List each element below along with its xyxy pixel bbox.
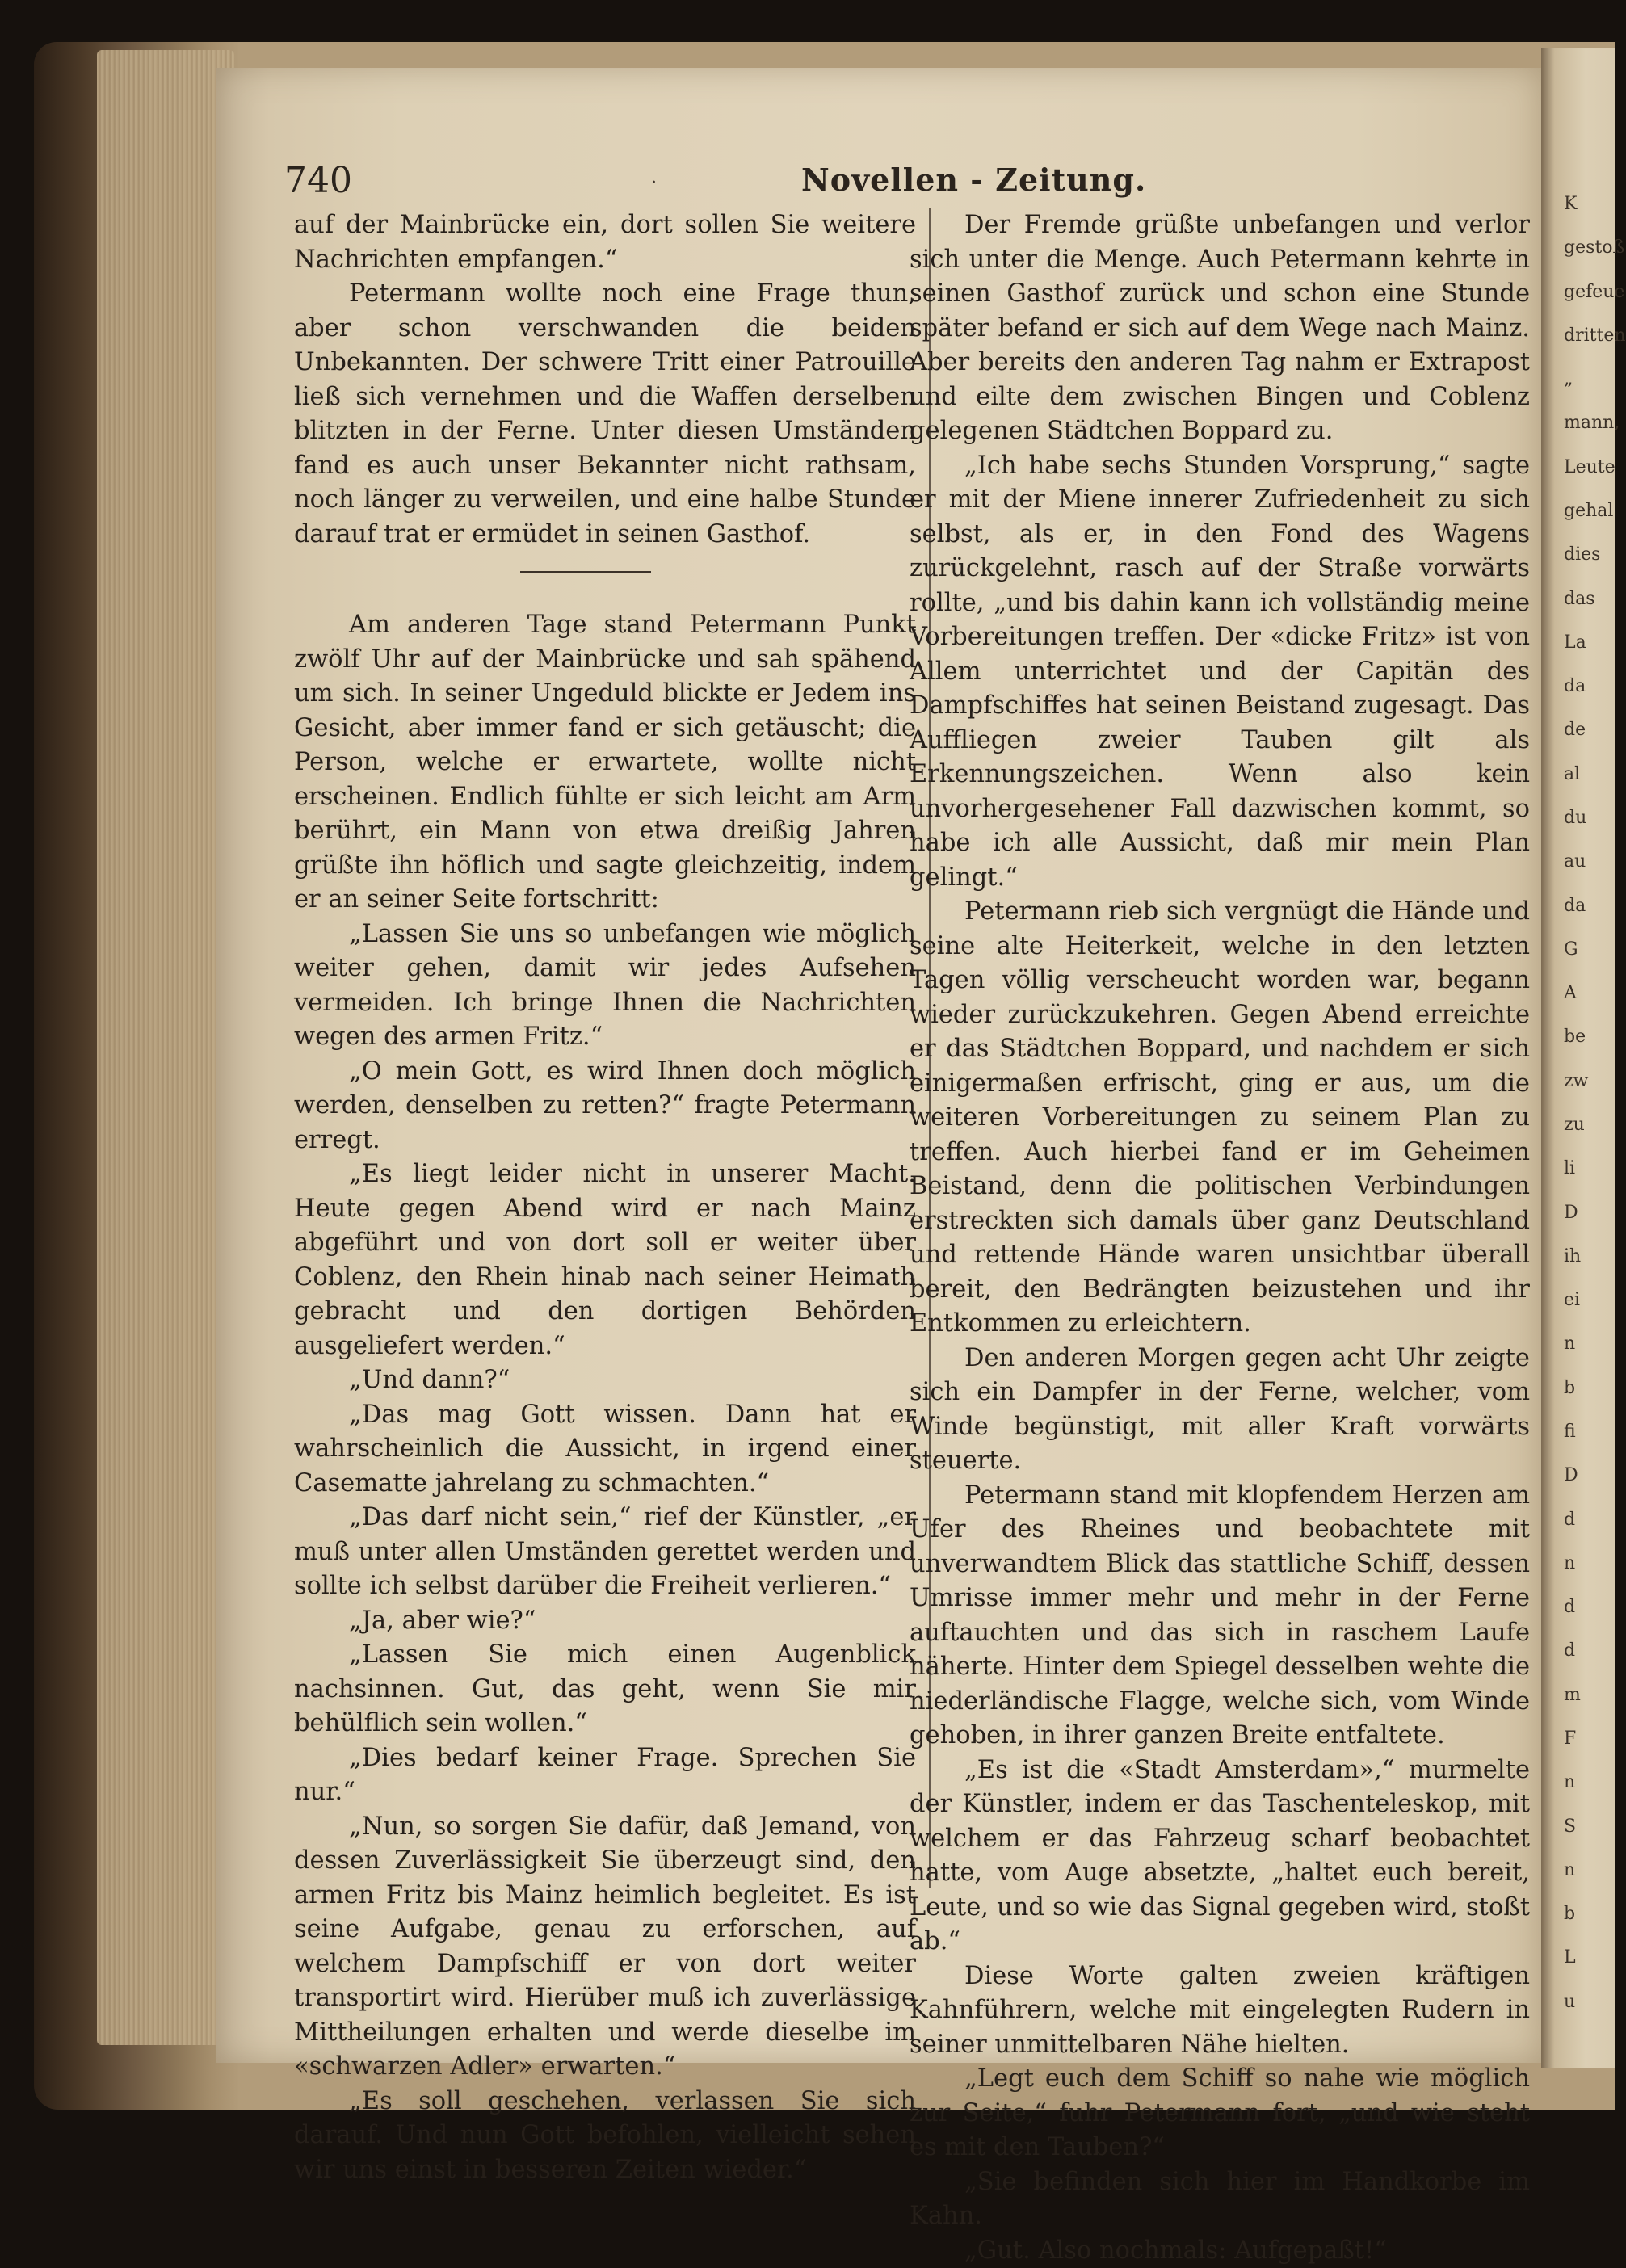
facing-page-fragment: be bbox=[1564, 1027, 1586, 1047]
facing-page-fragment: m bbox=[1564, 1685, 1581, 1705]
facing-page-fragment: D bbox=[1564, 1203, 1578, 1223]
left-column bbox=[294, 208, 916, 2187]
facing-page-fragment: n bbox=[1564, 1772, 1575, 1792]
facing-page-fragment: de bbox=[1564, 720, 1586, 740]
facing-page-fragment: das bbox=[1564, 589, 1595, 609]
paragraph: „Es soll geschehen, verlassen Sie sich darauf. Und nun Gott befohlen, vielleicht sehen wir uns einst in besseren Zeiten wieder.“ bbox=[294, 2085, 916, 2188]
facing-page-fragment: fi bbox=[1564, 1422, 1576, 1442]
paragraph: „Das mag Gott wissen. Dann hat er wahrscheinlich die Aussicht, in irgend einer Casematte jahrelang zu schmachten.“ bbox=[294, 1398, 916, 1502]
facing-page-fragment: La bbox=[1564, 632, 1586, 653]
paragraph: „Legt euch dem Schiff so nahe wie möglich zur Seite,“ fuhr Petermann fort, „und wie steht es mit den Tauben?“ bbox=[910, 2062, 1530, 2165]
page-number: 740 bbox=[284, 160, 352, 201]
facing-page-fragment: mann, bbox=[1564, 413, 1620, 433]
facing-page-fragment: zw bbox=[1564, 1071, 1588, 1091]
facing-page-fragment: au bbox=[1564, 851, 1586, 872]
paragraph: auf der Mainbrücke ein, dort sollen Sie weitere Nachrichten empfangen.“ bbox=[294, 208, 916, 277]
page-edges bbox=[97, 50, 234, 2045]
facing-page bbox=[1541, 48, 1615, 2068]
section-divider bbox=[520, 571, 651, 573]
facing-page-fragment: b bbox=[1564, 1904, 1575, 1924]
paragraph: „Das darf nicht sein,“ rief der Künstler, „er muß unter allen Umständen gerettet werden und sollte ich selbst darüber die Freiheit verlieren.“ bbox=[294, 1501, 916, 1604]
paragraph: „O mein Gott, es wird Ihnen doch möglich werden, denselben zu retten?“ fragte Petermann erregt. bbox=[294, 1055, 916, 1158]
facing-page-fragment: dies bbox=[1564, 544, 1600, 565]
facing-page-fragment: ei bbox=[1564, 1290, 1580, 1310]
facing-page-fragment: d bbox=[1564, 1597, 1575, 1617]
facing-page-fragment: Leute bbox=[1564, 457, 1615, 477]
paragraph: „Dies bedarf keiner Frage. Sprechen Sie nur.“ bbox=[294, 1741, 916, 1810]
paragraph: Petermann stand mit klopfendem Herzen am Ufer des Rheines und beobachtete mit unverwandtem Blick das stattliche Schiff, dessen Umrisse immer mehr und mehr in der Ferne auftauchten und das sich in raschem Laufe näherte. Hinter dem Spiegel desselben wehte die niederländische Flagge, welche sich, vom Winde gehoben, in ihrer ganzen Breite entfaltete. bbox=[910, 1479, 1530, 1754]
facing-page-fragment: du bbox=[1564, 808, 1586, 828]
paragraph: „Lassen Sie uns so unbefangen wie möglich weiter gehen, damit wir jedes Aufsehen vermeiden. Ich bringe Ihnen die Nachrichten wegen des armen Fritz.“ bbox=[294, 918, 916, 1055]
paragraph: „Gut. Also nochmals: Aufgepaßt!“ bbox=[910, 2234, 1530, 2268]
facing-page-fragment: d bbox=[1564, 1640, 1575, 1661]
paragraph: „Ich habe sechs Stunden Vorsprung,“ sagte er mit der Miene innerer Zufriedenheit zu sich selbst, als er, in den Fond des Wagens zurückgelehnt, rasch auf der Straße vorwärts rollte, „und bis dahin kann ich vollständig meine Vorbereitungen treffen. Der «dicke Fritz» ist von Allem unterrichtet und der Capitän des Dampfschiffes hat seinen Beistand zugesagt. Das Auffliegen zweier Tauben gilt als Erkennungszeichen. Wenn also kein unvorhergesehener Fall dazwischen kommt, so habe ich alle Aussicht, daß mir mein Plan gelingt.“ bbox=[910, 449, 1530, 896]
facing-page-fragment: gehal bbox=[1564, 501, 1613, 521]
facing-page-fragment: A bbox=[1564, 983, 1577, 1003]
paragraph: „Sie befinden sich hier im Handkorbe im Kahn. bbox=[910, 2165, 1530, 2234]
facing-page-fragment: da bbox=[1564, 896, 1586, 916]
facing-page-fragment: G bbox=[1564, 939, 1578, 960]
facing-page-fragment: ih bbox=[1564, 1246, 1581, 1266]
facing-page-fragment: zu bbox=[1564, 1115, 1585, 1135]
facing-page-fragment: b bbox=[1564, 1378, 1575, 1398]
facing-page-fragment: gefeue bbox=[1564, 282, 1624, 302]
paragraph: Den anderen Morgen gegen acht Uhr zeigte sich ein Dampfer in der Ferne, welcher, vom Winde begünstigt, mit aller Kraft vorwärts steuerte. bbox=[910, 1342, 1530, 1479]
paragraph: „Es liegt leider nicht in unserer Macht. Heute gegen Abend wird er nach Mainz abgeführt und von dort soll er weiter über Coblenz, den Rhein hinab nach seiner Heimath gebracht und den dortigen Behörden ausgeliefert werden.“ bbox=[294, 1157, 916, 1363]
facing-page-fragment: da bbox=[1564, 676, 1586, 696]
facing-page-fragment: D bbox=[1564, 1465, 1578, 1485]
paragraph: „Und dann?“ bbox=[294, 1363, 916, 1398]
paragraph: „Lassen Sie mich einen Augenblick nachsinnen. Gut, das geht, wenn Sie mir behülflich sein wollen.“ bbox=[294, 1638, 916, 1741]
right-column bbox=[910, 208, 1530, 2268]
facing-page-fragment: S bbox=[1564, 1816, 1576, 1837]
facing-page-fragment: n bbox=[1564, 1860, 1575, 1880]
paragraph: Der Fremde grüßte unbefangen und verlor sich unter die Menge. Auch Petermann kehrte in seinen Gasthof zurück und schon eine Stunde später befand er sich auf dem Wege nach Mainz. Aber bereits den anderen Tag nahm er Extrapost und eilte dem zwischen Bingen und Coblenz gelegenen Städtchen Boppard zu. bbox=[910, 208, 1530, 449]
journal-title: Novellen - Zeitung. bbox=[801, 162, 1146, 198]
paragraph: „Nun, so sorgen Sie dafür, daß Jemand, von dessen Zuverlässigkeit Sie überzeugt sind, den armen Fritz bis Mainz heimlich begleitet. Es ist seine Aufgabe, genau zu erforschen, auf welchem Dampfschiff er von dort weiter transportirt wird. Hierüber muß ich zuverlässige Mittheilungen erhalten und werde dieselbe im «schwarzen Adler» erwarten.“ bbox=[294, 1810, 916, 2085]
header-dot: · bbox=[651, 173, 657, 193]
facing-page-fragment: u bbox=[1564, 1992, 1575, 2012]
facing-page-fragment: K bbox=[1564, 194, 1577, 214]
facing-page-fragment: d bbox=[1564, 1510, 1575, 1530]
paragraph: „Ja, aber wie?“ bbox=[294, 1604, 916, 1639]
facing-page-fragment: gestoß bbox=[1564, 237, 1624, 258]
facing-page-fragment: n bbox=[1564, 1334, 1575, 1354]
paragraph: Am anderen Tage stand Petermann Punkt zwölf Uhr auf der Mainbrücke und sah spähend um sich. In seiner Ungeduld blickte er Jedem ins Gesicht, aber immer fand er sich getäuscht; die Person, welche er erwartete, wollte nicht erscheinen. Endlich fühlte er sich leicht am Arm berührt, ein Mann von etwa dreißig Jahren grüßte ihn höflich und sagte gleichzeitig, indem er an seiner Seite fortschritt: bbox=[294, 608, 916, 918]
paragraph: „Es ist die «Stadt Amsterdam»,“ murmelte der Künstler, indem er das Taschenteleskop, mit welchem er das Fahrzeug scharf beobachtet hatte, vom Auge absetzte, „haltet euch bereit, Leute, und so wie das Signal gegeben wird, stoßt ab.“ bbox=[910, 1754, 1530, 1959]
paragraph: Petermann wollte noch eine Frage thun, aber schon verschwanden die beiden Unbekannten. Der schwere Tritt einer Patrouille ließ sich vernehmen und die Waffen derselben blitzten in der Ferne. Unter diesen Umständen fand es auch unser Bekannter nicht rathsam, noch länger zu verweilen, und eine halbe Stunde darauf trat er ermüdet in seinen Gasthof. bbox=[294, 277, 916, 552]
facing-page-fragment: n bbox=[1564, 1553, 1575, 1573]
facing-page-fragment: „ bbox=[1564, 369, 1573, 389]
facing-page-fragment: dritten bbox=[1564, 326, 1626, 346]
facing-page-fragment: al bbox=[1564, 764, 1580, 784]
facing-page-fragment: li bbox=[1564, 1158, 1575, 1178]
paragraph: Diese Worte galten zweien kräftigen Kahnführern, welche mit eingelegten Rudern in seiner unmittelbaren Nähe hielten. bbox=[910, 1959, 1530, 2063]
facing-page-fragment: L bbox=[1564, 1947, 1576, 1968]
paragraph: Petermann rieb sich vergnügt die Hände und seine alte Heiterkeit, welche in den letzten Tagen völlig verscheucht worden war, begann wieder zurückzukehren. Gegen Abend erreichte er das Städtchen Boppard, und nachdem er sich einigermaßen erfrischt, ging er aus, um die weiteren Vorbereitungen zu seinem Plan zu treffen. Auch hierbei fand er im Geheimen Beistand, denn die politischen Verbindungen erstreckten sich damals über ganz Deutschland und rettende Hände waren unsichtbar überall bereit, den Bedrängten beizustehen und ihr Entkommen zu erleichtern. bbox=[910, 895, 1530, 1342]
facing-page-fragment: F bbox=[1564, 1728, 1576, 1749]
